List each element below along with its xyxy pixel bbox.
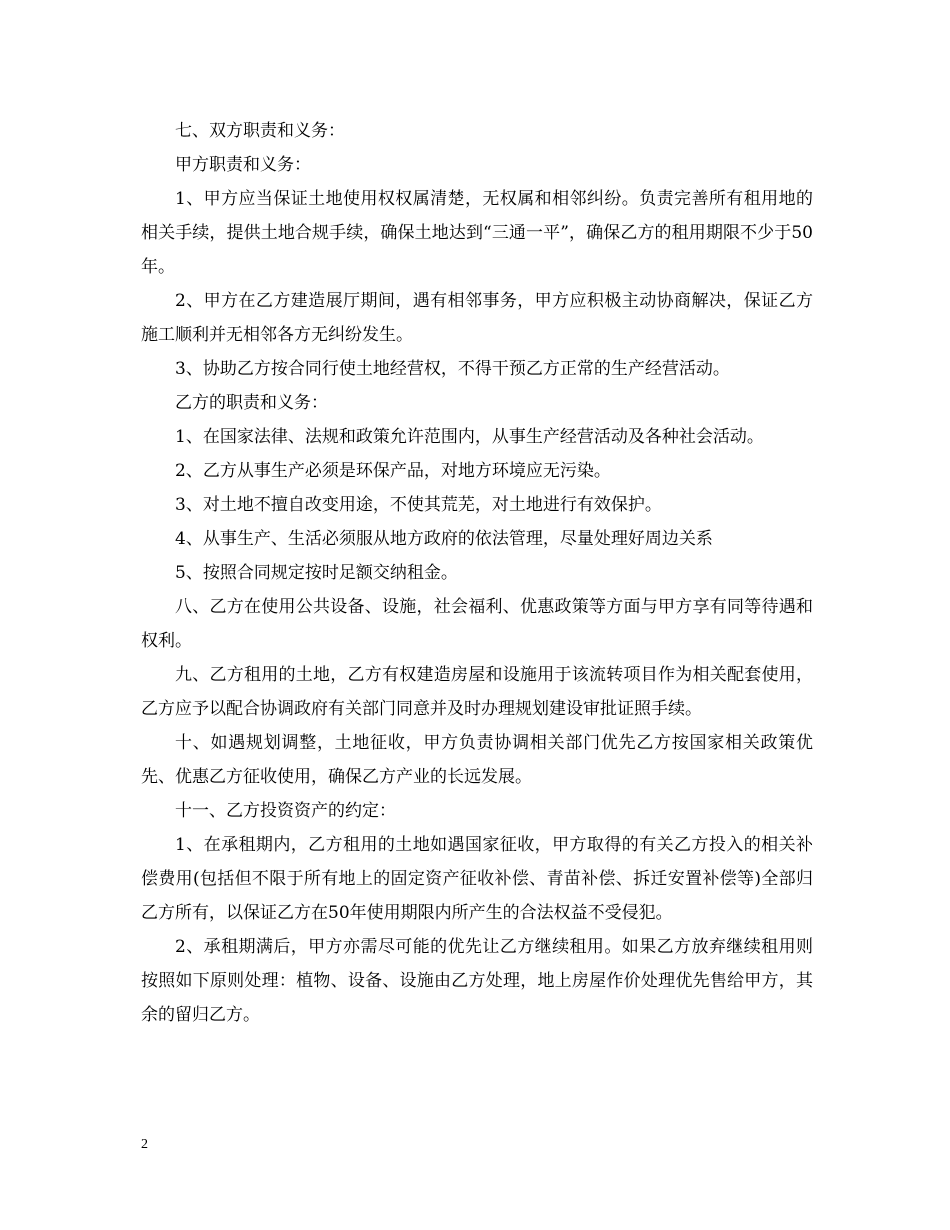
paragraph: 2、承租期满后，甲方亦需尽可能的优先让乙方继续租用。如果乙方放弃继续租用则按照如下原则处理：植物、设备、设施由乙方处理，地上房屋作价处理优先售给甲方，其余的留归乙方。	[141, 937, 813, 1025]
section-heading-7: 七、双方职责和义务：	[175, 121, 345, 141]
section-10: 十、如遇规划调整，土地征收，甲方负责协调相关部门优先乙方按国家相关政策优先、优惠乙方征收使用，确保乙方产业的长远发展。	[141, 733, 813, 787]
page-number: 2	[141, 1137, 148, 1152]
section-heading-11: 十一、乙方投资资产的约定：	[175, 801, 396, 821]
subheading-party-a: 甲方职责和义务：	[175, 155, 311, 175]
subheading-party-b: 乙方的职责和义务：	[175, 393, 328, 413]
document-body	[141, 114, 813, 1032]
paragraph: 2、乙方从事生产必须是环保产品，对地方环境应无污染。	[175, 461, 611, 481]
paragraph: 5、按照合同规定按时足额交纳租金。	[175, 563, 458, 583]
paragraph: 4、从事生产、生活必须服从地方政府的依法管理，尽量处理好周边关系	[175, 529, 713, 549]
section-8: 八、乙方在使用公共设备、设施，社会福利、优惠政策等方面与甲方享有同等待遇和权利。	[141, 597, 813, 651]
paragraph: 3、协助乙方按合同行使土地经营权，不得干预乙方正常的生产经营活动。	[175, 359, 730, 379]
paragraph: 1、在承租期内，乙方租用的土地如遇国家征收，甲方取得的有关乙方投入的相关补偿费用(包括但不限于所有地上的固定资产征收补偿、青苗补偿、拆迁安置补偿等)全部归乙方所有，以保证乙方在50年使用期限内所产生的合法权益不受侵犯。	[141, 835, 813, 923]
paragraph: 3、对土地不擅自改变用途，不使其荒芜，对土地进行有效保护。	[175, 495, 662, 515]
section-9: 九、乙方租用的土地，乙方有权建造房屋和设施用于该流转项目作为相关配套使用，乙方应予以配合协调政府有关部门同意并及时办理规划建设审批证照手续。	[141, 665, 813, 719]
paragraph: 2、甲方在乙方建造展厅期间，遇有相邻事务，甲方应积极主动协商解决，保证乙方施工顺利并无相邻各方无纠纷发生。	[141, 291, 813, 345]
paragraph: 1、在国家法律、法规和政策允许范围内，从事生产经营活动及各种社会活动。	[175, 427, 764, 447]
paragraph: 1、甲方应当保证土地使用权权属清楚，无权属和相邻纠纷。负责完善所有租用地的相关手续，提供土地合规手续，确保土地达到“三通一平”，确保乙方的租用期限不少于50年。	[141, 189, 813, 277]
